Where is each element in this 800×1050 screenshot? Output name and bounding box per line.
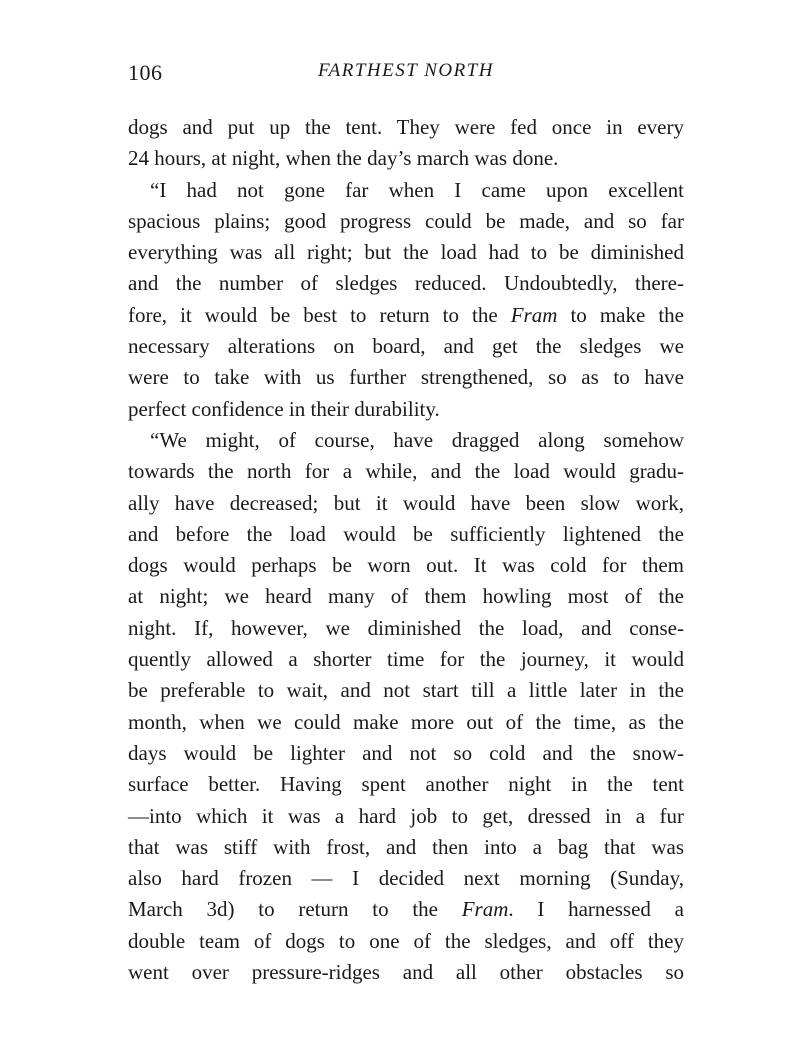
running-head: [128, 60, 684, 90]
text-line: were to take with us further strengthened, so as to have: [128, 365, 684, 390]
text-line: went over pressure-ridges and all other obstacles so: [128, 960, 684, 985]
text-line: and the number of sledges reduced. Undoubtedly, there-: [128, 271, 684, 296]
text-line: “We might, of course, have dragged along somehow: [150, 427, 684, 452]
text-line: surface better. Having spent another night in the tent: [128, 772, 684, 797]
text-line: quently allowed a shorter time for the journey, it would: [128, 647, 684, 672]
text-line: fore, it would be best to return to the Fram to make the: [128, 302, 685, 327]
ship-name: Fram: [510, 302, 558, 327]
text-line: and before the load would be sufficiently lightened the: [128, 521, 684, 546]
text-line: dogs and put up the tent. They were fed once in every: [128, 115, 684, 139]
text-line: ally have decreased; but it would have been slow work,: [128, 490, 684, 515]
text-line: night. If, however, we diminished the load, and conse-: [128, 615, 684, 640]
text-line: everything was all right; but the load had to be diminished: [128, 240, 684, 265]
ship-name: Fram: [461, 897, 509, 922]
text-line: 24 hours, at night, when the day’s march was done.: [128, 146, 559, 171]
text-line: double team of dogs to one of the sledges, and off they: [128, 928, 684, 953]
text-line: days would be lighter and not so cold and the snow-: [128, 740, 684, 765]
running-title: FARTHEST NORTH: [317, 60, 495, 81]
text-line: dogs would perhaps be worn out. It was cold for them: [128, 553, 684, 578]
text-line: March 3d) to return to the Fram. I harnessed a: [128, 897, 684, 922]
text-line: at night; we heard many of them howling most of the: [128, 584, 684, 609]
text-line: that was stiff with frost, and then into a bag that was: [128, 834, 684, 859]
text-line: perfect confidence in their durability.: [128, 396, 440, 421]
text-line: also hard frozen — I decided next morning (Sunday,: [128, 866, 684, 891]
text-line: towards the north for a while, and the load would gradu-: [128, 459, 684, 484]
text-line: be preferable to wait, and not start till a little later in the: [128, 678, 684, 703]
text-line: —into which it was a hard job to get, dressed in a fur: [128, 803, 684, 828]
page-number: 106: [128, 60, 163, 85]
body-text: [128, 112, 684, 988]
text-line: month, when we could make more out of the time, as the: [128, 709, 684, 734]
text-line: “I had not gone far when I came upon excellent: [150, 177, 684, 202]
text-line: necessary alterations on board, and get the sledges we: [128, 334, 684, 359]
text-line: spacious plains; good progress could be made, and so far: [128, 208, 684, 233]
